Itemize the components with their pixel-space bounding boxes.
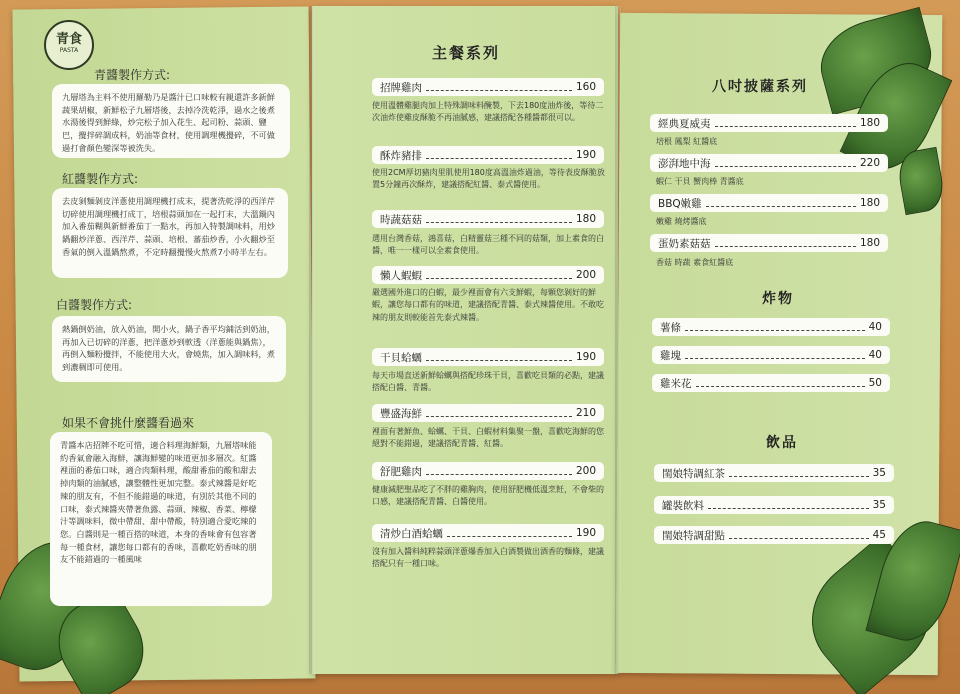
menu-item-name: 豐盛海鮮 bbox=[380, 407, 422, 420]
drink-name: 閨娘特調甜點 bbox=[662, 529, 725, 542]
leader-dots bbox=[706, 200, 856, 207]
pizza-name: 經典夏威夷 bbox=[658, 117, 711, 130]
menu-item-name: 招牌雞肉 bbox=[380, 81, 422, 94]
menu-item-name: 干貝蛤蠣 bbox=[380, 351, 422, 364]
green-sauce-title: 青醬製作方式: bbox=[94, 68, 171, 82]
red-sauce-text: 去皮剝麵剝皮洋蔥使用調理機打成末，提著洗乾淨的西洋芹切碎使用調理機打成丁，培根蒜頭加在一起打末，大溫鍋內加入番茄糊與新鮮番茄丁一點水，再加入特製調味料，用炒鍋翻炒洋蔥、西洋芹、蒜頭、培根、蕃茄炒香，小火翻炒至香氣的倒入溫鍋熬煮，不定時翻攪慢火熬煮7小時半左右。 bbox=[52, 188, 288, 278]
fried-item bbox=[652, 318, 890, 336]
menu-item bbox=[372, 462, 604, 480]
leader-dots bbox=[685, 352, 865, 359]
pizza-desc: 香菇 時蔬 素食紅醬底 bbox=[656, 258, 734, 267]
menu-item-desc: 選用台灣香菇，鴻喜菇，白精靈菇三種不同的菇類，加上素食的白醬，唯一一樣可以全素食使用。 bbox=[372, 234, 604, 256]
leader-dots bbox=[708, 502, 869, 509]
sauce-guide-text: 青醬本店招牌不吃可惜，適合料理海鮮類，九層塔味能約香氣會融入海鮮，讓海鮮變的味道更加多層次。紅醬裡面的番茄口味，適合肉類料理，酸甜番茄的酸和甜去掉肉類的油膩感，讓整體性更加完整。泰式辣醬是好吃辣的朋友有，不但不能錯過的味道，有別於其他不同的口味，泰式辣醬夾帶著魚露、蒜頭、辣椒、香菜、檸檬汁等調味料，微中帶甜、甜中帶酸，特別適合愛吃辣的您。白醬則是一種百搭的味道，本身的香味會有包容著每一種食材，讓您每口都有的香味，喜歡吃奶香味的朋友不能錯過的一種風味 bbox=[50, 432, 272, 606]
leader-dots bbox=[685, 324, 865, 331]
leader-dots bbox=[715, 240, 856, 247]
pizza-name: BBQ嫩雞 bbox=[658, 197, 702, 210]
menu-item-desc: 裡面有著鮮魚、蛤蠣、干貝、白蝦材料集聚一盤，喜歡吃海鮮的您絕對不能錯過，建議搭配青醬、紅醬。 bbox=[372, 427, 604, 449]
pizza-name: 澎湃地中海 bbox=[658, 157, 711, 170]
fried-name: 雞米花 bbox=[660, 377, 692, 390]
leader-dots bbox=[426, 84, 572, 91]
pizza-price: 180 bbox=[859, 197, 880, 209]
pizza-desc: 嫩雞 燒烤醬底 bbox=[656, 217, 707, 226]
menu-item bbox=[372, 78, 604, 96]
pizza-name: 蛋奶素菇菇 bbox=[658, 237, 711, 250]
red-sauce-title: 紅醬製作方式: bbox=[62, 172, 139, 186]
pizza-item bbox=[650, 114, 888, 132]
fried-item bbox=[652, 346, 890, 364]
fried-price: 40 bbox=[868, 349, 882, 361]
leader-dots bbox=[715, 120, 856, 127]
menu-item-desc: 使用溫體雞腿肉加上特殊調味料醃製，下去180度油炸後，等待二次油炸使雞皮酥脆不再油膩感，建議搭配各種醬都很可以。 bbox=[372, 101, 604, 123]
fold-line bbox=[309, 6, 315, 674]
leader-dots bbox=[426, 468, 572, 475]
menu-item bbox=[372, 348, 604, 366]
menu-item-price: 200 bbox=[575, 465, 596, 477]
drink-item bbox=[654, 496, 894, 514]
white-sauce-title: 白醬製作方式: bbox=[56, 298, 133, 312]
menu-item bbox=[372, 146, 604, 164]
fried-title: 炸物 bbox=[762, 291, 794, 307]
drink-name: 罐裝飲料 bbox=[662, 499, 704, 512]
menu-item-name: 清炒白酒蛤蠣 bbox=[380, 527, 443, 540]
menu-item-name: 酥炸豬排 bbox=[380, 149, 422, 162]
menu-item-price: 160 bbox=[575, 81, 596, 93]
menu-item bbox=[372, 210, 604, 228]
fried-price: 50 bbox=[868, 377, 882, 389]
leader-dots bbox=[729, 532, 869, 539]
fried-name: 雞塊 bbox=[660, 349, 681, 362]
menu-item-desc: 健康減肥聖品吃了不胖的雞胸肉，使用舒肥機低溫烹飪，不會柴的口感，建議搭配青醬、白醬使用。 bbox=[372, 485, 604, 507]
menu-item-name: 舒肥雞肉 bbox=[380, 465, 422, 478]
menu-item-desc: 嚴選國外進口的白蝦，最少裡面會有六支鮮蝦，每顆您剝好的鮮蝦，讓您每口都有的味道，建議搭配青醬、泰式辣醬使用。不敢吃辣的朋友則較能首先泰式辣醬。 bbox=[372, 288, 604, 322]
pizza-price: 180 bbox=[859, 237, 880, 249]
drink-price: 45 bbox=[872, 529, 886, 541]
drinks-title: 飲品 bbox=[766, 435, 798, 451]
leader-dots bbox=[426, 272, 572, 279]
pizza-desc: 培根 鳳梨 紅醬底 bbox=[656, 137, 718, 146]
drink-name: 閨娘特調紅茶 bbox=[662, 467, 725, 480]
menu-item-desc: 每天市場直送新鮮蛤蠣與搭配珍珠干貝，喜歡吃貝類的必點，建議搭配白醬、青醬。 bbox=[372, 371, 604, 393]
menu-item-desc: 使用2CM厚切豬肉里肌使用180度高溫油炸過油，等待表皮酥脆放置5分鐘再次酥炸，建議搭配紅醬、泰式醬使用。 bbox=[372, 168, 605, 190]
pizza-item bbox=[650, 234, 888, 252]
logo-subtext: PASTA bbox=[59, 47, 79, 54]
menu-item-name: 時蔬菇菇 bbox=[380, 213, 422, 226]
pizza-price: 220 bbox=[859, 157, 880, 169]
logo bbox=[44, 20, 94, 70]
drink-price: 35 bbox=[872, 499, 886, 511]
sauce-guide-title: 如果不會挑什麼醬看過來 bbox=[62, 416, 195, 430]
white-sauce-text: 熱鍋倒奶油，放入奶油，開小火，鍋子香平均鋪活到奶油，再加入已切碎的洋蔥，把洋蔥炒到軟透（洋蔥能與鍋焦），再倒入麵粉攪拌，不能使用大火，會燒焦，加入調味料，煮到濃稠即可使用。 bbox=[52, 316, 286, 382]
leader-dots bbox=[696, 380, 865, 387]
menu-item bbox=[372, 524, 604, 542]
leader-dots bbox=[426, 216, 572, 223]
leader-dots bbox=[729, 470, 869, 477]
menu-item-name: 懶人蝦蝦 bbox=[380, 269, 422, 282]
fried-item bbox=[652, 374, 890, 392]
menu-item bbox=[372, 266, 604, 284]
drink-price: 35 bbox=[872, 467, 886, 479]
menu-item-price: 210 bbox=[575, 407, 596, 419]
menu-item-price: 190 bbox=[575, 149, 596, 161]
menu-item-price: 180 bbox=[575, 213, 596, 225]
drink-item bbox=[654, 464, 894, 482]
main-course-title: 主餐系列 bbox=[432, 44, 501, 62]
pizza-item bbox=[650, 194, 888, 212]
fried-price: 40 bbox=[868, 321, 882, 333]
menu-item-price: 190 bbox=[575, 527, 596, 539]
leader-dots bbox=[426, 354, 572, 361]
menu-item bbox=[372, 404, 604, 422]
leader-dots bbox=[426, 410, 572, 417]
logo-text: 青食 bbox=[55, 32, 82, 47]
pizza-title: 八吋披薩系列 bbox=[712, 79, 808, 95]
green-sauce-text: 九層塔為主料不使用羅勒乃是醬汁已口味較有親還許多新鮮蔬果胡椒，新鮮松子九層塔後，去掉冷洗乾淨，過水之後煮水湯後得到鮮綠，炒完松子加入花生、起司粉、蒜頭、鹽巴，攪拌碎調成料，奶油等食材，使用調理機攪碎，不可做過打會顏色變深等被洗失。 bbox=[52, 84, 290, 158]
drink-item bbox=[654, 526, 894, 544]
pizza-desc: 蝦仁 干貝 蟹肉棒 青醬底 bbox=[656, 177, 744, 186]
leader-dots bbox=[426, 152, 572, 159]
fried-name: 薯條 bbox=[660, 321, 681, 334]
fold-line bbox=[615, 6, 621, 674]
pizza-price: 180 bbox=[859, 117, 880, 129]
menu-item-price: 190 bbox=[575, 351, 596, 363]
menu-item-price: 200 bbox=[575, 269, 596, 281]
pizza-item bbox=[650, 154, 888, 172]
menu-item-desc: 沒有加入醬料純粹蒜頭洋蔥爆香加入白酒製做出酒香的麵條，建議搭配只有一種口味。 bbox=[372, 547, 604, 569]
leader-dots bbox=[715, 160, 856, 167]
leader-dots bbox=[447, 530, 572, 537]
